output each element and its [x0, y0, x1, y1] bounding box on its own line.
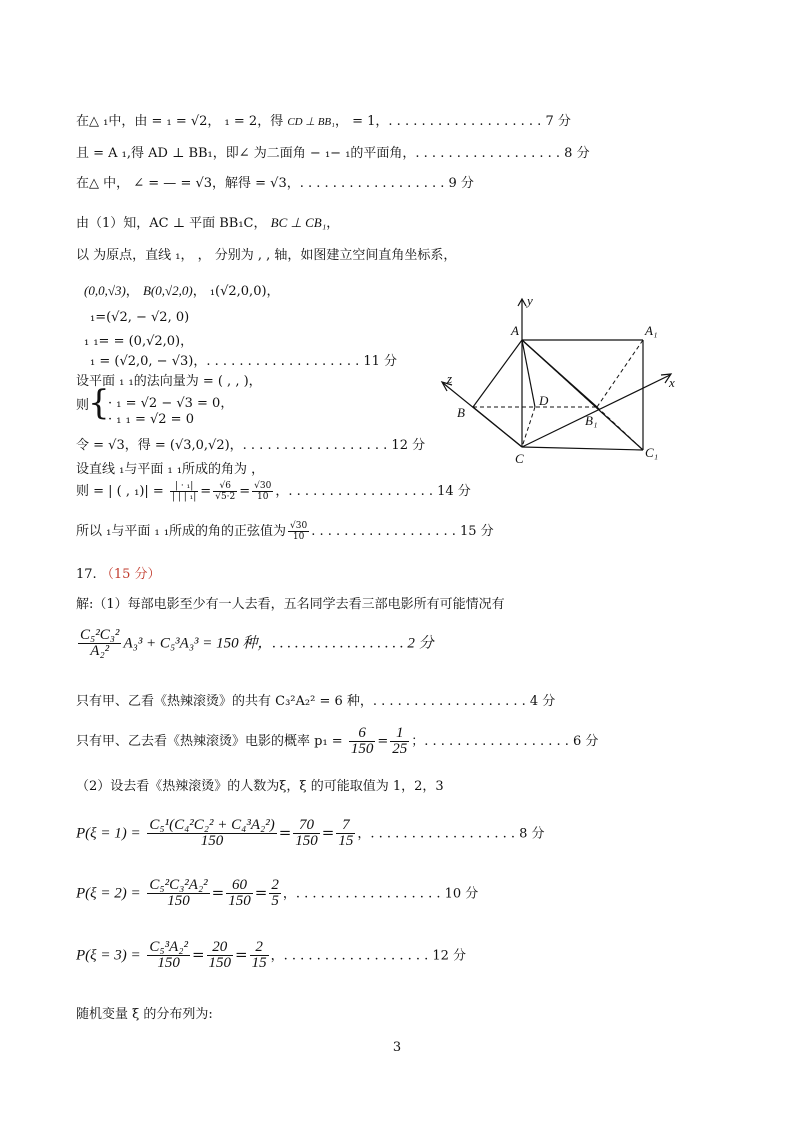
line-7	[90, 310, 189, 325]
line-5	[76, 244, 456, 263]
edge-a-b	[473, 340, 522, 407]
coord-b: B(0,√2,0)	[142, 283, 193, 298]
denominator: 150	[167, 893, 190, 909]
denominator: 150	[208, 955, 232, 971]
line-3	[76, 172, 474, 191]
label-a: A	[511, 323, 519, 338]
text: · ₁ ₁ = √2 = 0	[108, 412, 194, 427]
label-d: D	[539, 393, 549, 408]
label-x: x	[669, 375, 675, 390]
text: 以 为原点，直线 ₁， ， 分别为 , , 轴，如图建立空间直角坐标系，	[76, 248, 457, 263]
denominator: 10	[292, 532, 305, 542]
text: =	[239, 484, 251, 499]
text: 设直线 ₁与平面 ₁ ₁所成的角为 ，	[76, 462, 265, 477]
part-2-intro	[76, 775, 444, 794]
label-b: B	[457, 405, 465, 420]
text: =	[321, 823, 335, 842]
text: ；. . . . . . . . . . . . . . . . . . 6 分	[411, 734, 599, 749]
text: =	[200, 484, 212, 499]
denominator: 15	[251, 955, 267, 971]
prob-xi-1	[76, 818, 545, 849]
denominator: A₂²	[90, 643, 110, 659]
fraction	[293, 818, 320, 849]
text: =	[254, 883, 268, 902]
eq-total	[76, 628, 434, 659]
score-label: （15 分）	[100, 567, 161, 582]
text: 在△ 中， ∠ = — = √3，解得 = √3，. . . . . . . . . . . . . . . . . . 9 分	[76, 176, 474, 191]
text: =	[278, 823, 292, 842]
fraction	[349, 726, 376, 757]
edge-b1-a1	[597, 340, 643, 407]
line-1	[76, 110, 571, 129]
prism-coordinate-figure	[425, 295, 685, 475]
system-brace: {	[88, 383, 110, 423]
fraction	[207, 940, 234, 971]
numerator: 1	[390, 726, 409, 742]
text: =	[211, 883, 225, 902]
system-eq-1	[108, 392, 233, 411]
line-14	[76, 458, 264, 477]
label-b1: B₁	[585, 413, 598, 428]
denominator: 5	[271, 893, 279, 909]
text: · ₁ = √2 − √3 = 0	[108, 396, 221, 411]
line-2	[76, 142, 590, 161]
numerator: | · ₁|	[170, 481, 198, 492]
line-4	[76, 212, 339, 231]
fraction	[147, 940, 190, 971]
page-number: 3	[392, 1040, 402, 1055]
denominator: 15	[338, 833, 354, 849]
math-cd-perp: CD ⊥ BB₁	[287, 116, 335, 128]
text: P(ξ = 2) =	[76, 885, 141, 902]
denominator: 150	[157, 955, 180, 971]
line-16	[76, 520, 494, 542]
text: ， ₁(√2,0,0)，	[192, 284, 280, 299]
text: ₁ ₁= = (0,√2,0)，	[84, 334, 194, 349]
text: 令 = √3，得 = (√3,0,√2)，. . . . . . . . . . . . . . . . . . 12 分	[76, 438, 426, 453]
text: ，. . . . . . . . . . . . . . . . . . 14 分	[275, 484, 471, 499]
text: ₁=(√2, − √2, 0)	[90, 310, 190, 325]
text: ，	[220, 396, 234, 411]
numerator: 2	[271, 877, 279, 893]
line-9	[90, 350, 397, 369]
math-bc-perp: BC ⊥ CB₁	[270, 215, 327, 230]
text: 在△ ₁中，由 = ₁ = √2， ₁ = 2，得	[76, 114, 284, 129]
fraction	[147, 878, 209, 909]
system-eq-2	[108, 412, 194, 427]
fraction	[78, 628, 121, 659]
coord-a: (0,0,√3)	[84, 283, 126, 298]
solution-intro	[76, 593, 505, 612]
text: 由（1）知，AC ⊥ 平面 BB₁C，	[76, 216, 267, 231]
fraction	[170, 481, 198, 502]
numerator: 2	[250, 940, 269, 956]
eq-jia-yi	[76, 690, 555, 709]
line-13	[76, 434, 425, 453]
eq-prob-p1	[76, 726, 598, 757]
text: 且 = A ₁,得 AD ⊥ BB₁，即∠ 为二面角 − ₁− ₁的平面角，. . . . . . . . . . . . . . . . . . 8 分	[76, 146, 590, 161]
edge-c-c1	[522, 447, 643, 450]
label-a1: A₁	[645, 323, 658, 338]
numerator: 6	[349, 726, 376, 742]
text: =	[377, 734, 389, 749]
fraction	[250, 940, 269, 971]
denominator: 25	[392, 741, 408, 757]
text: ， = 1，. . . . . . . . . . . . . . . . . . . 7 分	[334, 114, 571, 129]
text: ，	[125, 284, 139, 299]
numerator: C₅²C₃²	[80, 627, 120, 643]
numerator: 20	[207, 940, 234, 956]
label-z: z	[447, 371, 453, 386]
numerator: C₅³A₂²	[149, 939, 188, 955]
z-axis	[443, 383, 522, 447]
text: P(ξ = 1) =	[76, 825, 141, 842]
numerator: 60	[226, 878, 253, 894]
fraction	[252, 481, 273, 502]
text: ，. . . . . . . . . . . . . . . . . . 12 分	[270, 948, 467, 964]
text: A₃³ + C₅³A₃³ = 150 种，. . . . . . . . . . . . . . . . . . 2 分	[123, 635, 434, 652]
text: ₁ = (√2,0, − √3)，. . . . . . . . . . . . . . . . . . . 11 分	[90, 354, 398, 369]
text: 设平面 ₁ ₁的法向量为 = ( , , )，	[76, 374, 262, 389]
fraction	[269, 878, 281, 909]
denominator: 150	[200, 833, 224, 849]
text: =	[235, 945, 248, 964]
text: P(ξ = 3) =	[76, 947, 141, 964]
line-8	[84, 330, 193, 349]
text: =	[191, 945, 205, 964]
text: 只有甲、乙去看《热辣滚烫》电影的概率 p₁ =	[76, 734, 343, 749]
prob-xi-2	[76, 878, 478, 909]
text: 只有甲、乙看《热辣滚烫》的共有 C₃²A₂² = 6 种，. . . . . . . . . . . . . . . . . . . 4 分	[76, 694, 556, 709]
prob-xi-3	[76, 940, 466, 971]
label-c1: C₁	[645, 445, 659, 460]
fraction	[288, 521, 309, 542]
fraction	[147, 818, 276, 849]
question-17-header	[76, 563, 161, 582]
denominator: 150	[295, 833, 318, 849]
text: （2）设去看《热辣滚烫》的人数为ξ，ξ 的可能取值为 1，2，3	[76, 779, 444, 794]
text: ，	[326, 216, 340, 231]
denominator: | | | ₁|	[171, 492, 197, 502]
text: 则	[76, 398, 90, 413]
text: 解:（1）每部电影至少有一人去看，五名同学去看三部电影所有可能情况有	[76, 597, 505, 612]
distribution-intro	[76, 1003, 213, 1022]
fraction	[213, 481, 237, 502]
label-y: y	[527, 295, 533, 308]
line-15	[76, 480, 471, 502]
numerator: √30	[254, 481, 272, 491]
denominator: 150	[228, 893, 251, 909]
numerator: 7	[336, 818, 355, 834]
denominator: 150	[350, 741, 374, 757]
numerator: C₅²C₃²A₂²	[149, 877, 208, 893]
label-c: C	[515, 451, 524, 466]
x-axis	[522, 375, 670, 447]
text: 则 = | ( , ₁)| =	[76, 484, 164, 499]
text: ，. . . . . . . . . . . . . . . . . . 8 分	[357, 826, 545, 842]
line-6	[84, 280, 280, 299]
text: ，. . . . . . . . . . . . . . . . . . 10 分	[282, 886, 479, 902]
text: . . . . . . . . . . . . . . . . . . 15 分	[311, 524, 494, 539]
numerator: C₅¹(C₄²C₂² + C₄³A₂²)	[149, 817, 275, 833]
numerator: √6	[213, 481, 237, 492]
fraction	[336, 818, 355, 849]
fraction	[226, 878, 253, 909]
question-number: 17.	[76, 567, 97, 582]
numerator: 70	[293, 818, 320, 834]
text: 随机变量 ξ 的分布列为:	[76, 1007, 213, 1022]
denominator: √5·2	[215, 492, 236, 502]
numerator: √30	[290, 521, 308, 531]
denominator: 10	[257, 492, 269, 502]
fraction	[390, 726, 409, 757]
text: 所以 ₁与平面 ₁ ₁所成的角的正弦值为	[76, 524, 287, 539]
